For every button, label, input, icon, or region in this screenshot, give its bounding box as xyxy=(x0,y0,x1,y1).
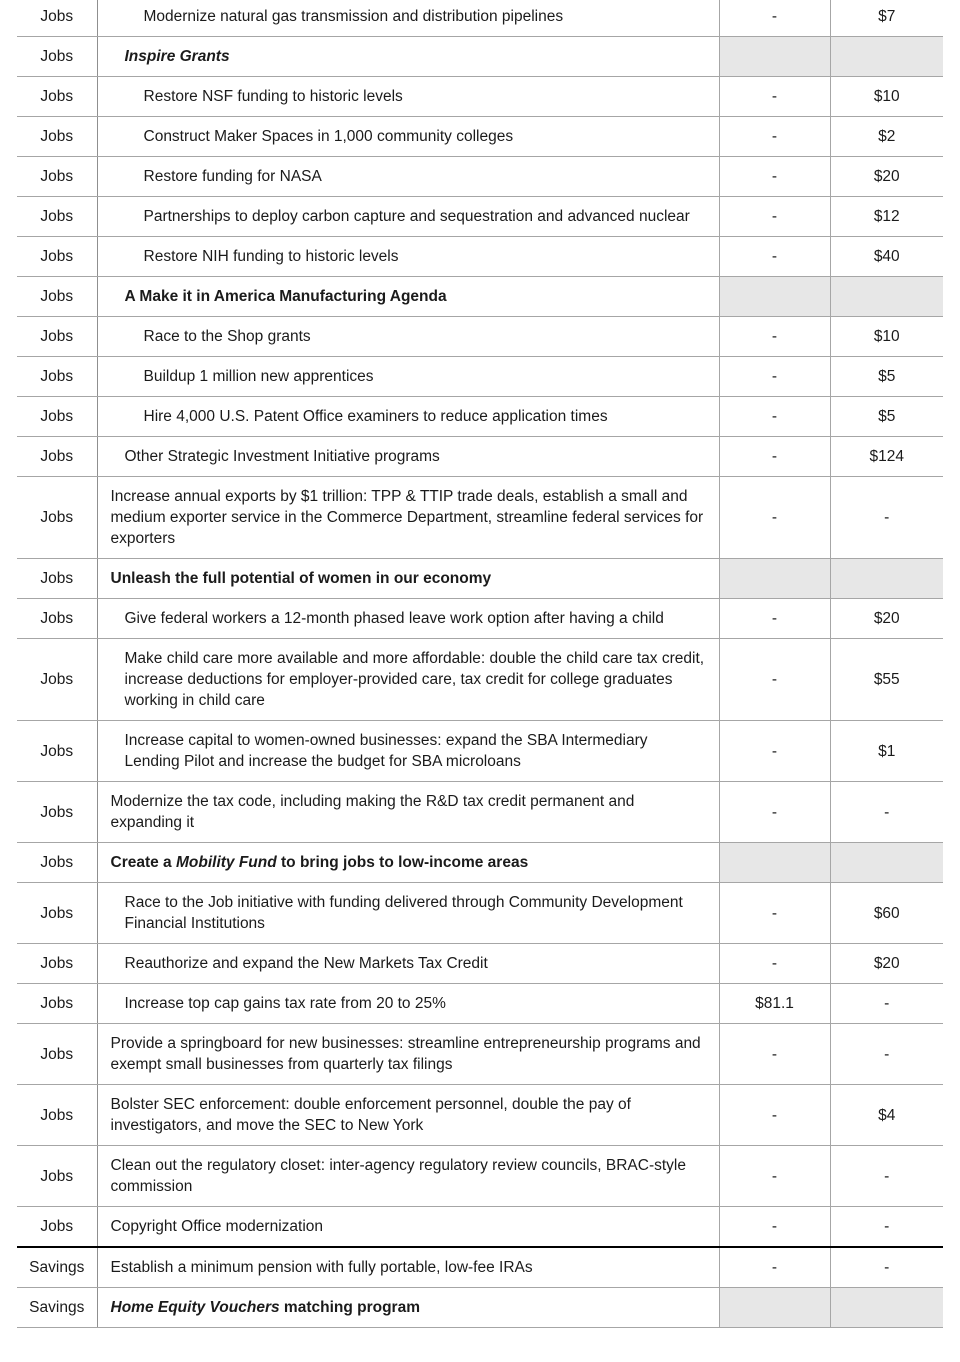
description-cell xyxy=(97,944,719,984)
value-cell-2 xyxy=(830,559,943,599)
category-cell: Jobs xyxy=(17,883,97,944)
description-segment: Restore NIH funding to historic levels xyxy=(143,248,399,265)
description-segment: matching program xyxy=(279,1299,420,1316)
table-row xyxy=(17,599,943,639)
category-cell: Jobs xyxy=(17,984,97,1024)
value-cell-1: - xyxy=(719,237,830,277)
value-cell-2: $60 xyxy=(830,883,943,944)
table-row xyxy=(17,1207,943,1248)
table-row xyxy=(17,782,943,843)
description-segment: Make child care more available and more affordable: double the child care tax credit, increase deductions for employer-provided care, tax credit for college graduates working in child care xyxy=(124,650,705,709)
description-cell xyxy=(97,77,719,117)
value-cell-2 xyxy=(830,277,943,317)
category-cell: Jobs xyxy=(17,277,97,317)
description-segment: Hire 4,000 U.S. Patent Office examiners to reduce application times xyxy=(143,408,608,425)
category-cell: Jobs xyxy=(17,117,97,157)
value-cell-2: - xyxy=(830,984,943,1024)
value-cell-2: $20 xyxy=(830,944,943,984)
table-row xyxy=(17,883,943,944)
value-cell-1: - xyxy=(719,721,830,782)
description-cell xyxy=(97,437,719,477)
value-cell-1: $81.1 xyxy=(719,984,830,1024)
category-cell: Jobs xyxy=(17,1024,97,1085)
table-row xyxy=(17,1024,943,1085)
description-italic-segment: Inspire Grants xyxy=(124,48,230,65)
value-cell-1: - xyxy=(719,437,830,477)
category-cell: Jobs xyxy=(17,437,97,477)
table-row xyxy=(17,639,943,721)
description-cell xyxy=(97,782,719,843)
description-segment: Restore NSF funding to historic levels xyxy=(143,88,403,105)
value-cell-2: - xyxy=(830,782,943,843)
table-row xyxy=(17,984,943,1024)
description-segment: Race to the Job initiative with funding delivered through Community Development Financial Institutions xyxy=(124,894,683,932)
category-cell: Jobs xyxy=(17,157,97,197)
value-cell-2: $20 xyxy=(830,157,943,197)
description-segment: Give federal workers a 12-month phased leave work option after having a child xyxy=(124,610,664,627)
description-cell xyxy=(97,1288,719,1328)
table-row xyxy=(17,197,943,237)
description-segment: Restore funding for NASA xyxy=(143,168,322,185)
description-segment: Establish a minimum pension with fully portable, low-fee IRAs xyxy=(110,1259,533,1276)
value-cell-2: $5 xyxy=(830,397,943,437)
description-cell xyxy=(97,984,719,1024)
description-cell xyxy=(97,639,719,721)
table-row xyxy=(17,1146,943,1207)
description-cell xyxy=(97,1085,719,1146)
table-row xyxy=(17,477,943,559)
description-cell xyxy=(97,237,719,277)
value-cell-1 xyxy=(719,37,830,77)
value-cell-2: $12 xyxy=(830,197,943,237)
value-cell-1: - xyxy=(719,117,830,157)
description-segment: Buildup 1 million new apprentices xyxy=(143,368,374,385)
value-cell-2 xyxy=(830,843,943,883)
value-cell-2: - xyxy=(830,1207,943,1248)
value-cell-2: $2 xyxy=(830,117,943,157)
value-cell-2: - xyxy=(830,1146,943,1207)
category-cell: Jobs xyxy=(17,782,97,843)
category-cell: Savings xyxy=(17,1247,97,1288)
description-cell xyxy=(97,317,719,357)
table-row xyxy=(17,317,943,357)
table-row xyxy=(17,721,943,782)
description-cell xyxy=(97,0,719,37)
section-header-row xyxy=(17,559,943,599)
category-cell: Jobs xyxy=(17,1207,97,1248)
description-segment: Other Strategic Investment Initiative programs xyxy=(124,448,440,465)
category-cell: Jobs xyxy=(17,37,97,77)
category-cell: Jobs xyxy=(17,1085,97,1146)
description-segment: Construct Maker Spaces in 1,000 community colleges xyxy=(143,128,514,145)
description-cell xyxy=(97,157,719,197)
category-cell: Jobs xyxy=(17,843,97,883)
description-cell xyxy=(97,277,719,317)
table-row xyxy=(17,0,943,37)
description-segment: Increase capital to women-owned businesses: expand the SBA Intermediary Lending Pilot and increase the budget for SBA microloans xyxy=(124,732,648,770)
category-cell: Savings xyxy=(17,1288,97,1328)
value-cell-2 xyxy=(830,1288,943,1328)
description-cell xyxy=(97,197,719,237)
category-cell: Jobs xyxy=(17,397,97,437)
description-segment: Reauthorize and expand the New Markets Tax Credit xyxy=(124,955,488,972)
description-cell xyxy=(97,883,719,944)
category-cell: Jobs xyxy=(17,317,97,357)
description-italic-segment: Mobility Fund xyxy=(175,854,277,871)
description-cell xyxy=(97,843,719,883)
value-cell-1: - xyxy=(719,944,830,984)
section-header-row xyxy=(17,37,943,77)
section-header-row xyxy=(17,1288,943,1328)
value-cell-1: - xyxy=(719,599,830,639)
description-segment: Race to the Shop grants xyxy=(143,328,311,345)
description-segment: Increase top cap gains tax rate from 20 to 25% xyxy=(124,995,446,1012)
value-cell-1 xyxy=(719,843,830,883)
description-cell xyxy=(97,1247,719,1288)
category-cell: Jobs xyxy=(17,721,97,782)
budget-table xyxy=(17,0,943,1328)
value-cell-2: $10 xyxy=(830,77,943,117)
description-segment: A Make it in America Manufacturing Agenda xyxy=(124,288,447,305)
value-cell-1: - xyxy=(719,157,830,197)
value-cell-2: $124 xyxy=(830,437,943,477)
description-segment: Create a xyxy=(110,854,176,871)
table-row xyxy=(17,237,943,277)
table-row xyxy=(17,157,943,197)
section-header-row xyxy=(17,843,943,883)
value-cell-1: - xyxy=(719,477,830,559)
value-cell-2: $7 xyxy=(830,0,943,37)
description-segment: Copyright Office modernization xyxy=(110,1218,324,1235)
table-row xyxy=(17,77,943,117)
category-cell: Jobs xyxy=(17,77,97,117)
value-cell-1: - xyxy=(719,782,830,843)
category-cell: Jobs xyxy=(17,477,97,559)
value-cell-2: - xyxy=(830,1247,943,1288)
value-cell-1: - xyxy=(719,0,830,37)
description-cell xyxy=(97,357,719,397)
description-segment: Modernize natural gas transmission and distribution pipelines xyxy=(143,8,564,25)
category-cell: Jobs xyxy=(17,559,97,599)
value-cell-2: $55 xyxy=(830,639,943,721)
value-cell-1 xyxy=(719,559,830,599)
description-cell xyxy=(97,477,719,559)
table-row xyxy=(17,1247,943,1288)
value-cell-2: $40 xyxy=(830,237,943,277)
value-cell-1: - xyxy=(719,197,830,237)
value-cell-2: $5 xyxy=(830,357,943,397)
description-segment: Unleash the full potential of women in our economy xyxy=(110,570,492,587)
description-cell xyxy=(97,37,719,77)
value-cell-2: - xyxy=(830,1024,943,1085)
value-cell-2: $10 xyxy=(830,317,943,357)
value-cell-2: - xyxy=(830,477,943,559)
description-segment: Partnerships to deploy carbon capture and sequestration and advanced nuclear xyxy=(143,208,690,225)
description-italic-segment: Home Equity Vouchers xyxy=(110,1299,280,1316)
value-cell-2: $20 xyxy=(830,599,943,639)
value-cell-1: - xyxy=(719,397,830,437)
table-row xyxy=(17,944,943,984)
table-row xyxy=(17,357,943,397)
category-cell: Jobs xyxy=(17,944,97,984)
description-cell xyxy=(97,1024,719,1085)
value-cell-1 xyxy=(719,1288,830,1328)
table-row xyxy=(17,437,943,477)
category-cell: Jobs xyxy=(17,599,97,639)
value-cell-1: - xyxy=(719,77,830,117)
value-cell-1: - xyxy=(719,317,830,357)
value-cell-2 xyxy=(830,37,943,77)
category-cell: Jobs xyxy=(17,639,97,721)
table-body xyxy=(17,0,943,1328)
description-segment: Provide a springboard for new businesses: streamline entrepreneurship programs and exempt small businesses from quarterly tax filings xyxy=(110,1035,701,1073)
value-cell-1: - xyxy=(719,1146,830,1207)
description-segment: to bring jobs to low-income areas xyxy=(276,854,529,871)
description-cell xyxy=(97,397,719,437)
value-cell-1: - xyxy=(719,883,830,944)
category-cell: Jobs xyxy=(17,237,97,277)
table-row xyxy=(17,117,943,157)
value-cell-1: - xyxy=(719,1247,830,1288)
category-cell: Jobs xyxy=(17,197,97,237)
section-header-row xyxy=(17,277,943,317)
category-cell: Jobs xyxy=(17,357,97,397)
description-cell xyxy=(97,1146,719,1207)
value-cell-2: $4 xyxy=(830,1085,943,1146)
description-cell xyxy=(97,117,719,157)
value-cell-2: $1 xyxy=(830,721,943,782)
category-cell: Jobs xyxy=(17,1146,97,1207)
description-cell xyxy=(97,599,719,639)
value-cell-1: - xyxy=(719,639,830,721)
description-segment: Increase annual exports by $1 trillion: TPP & TTIP trade deals, establish a small and medium exporter service in the Commerce Department, streamline federal services for exporters xyxy=(110,488,704,547)
value-cell-1: - xyxy=(719,1024,830,1085)
description-cell xyxy=(97,1207,719,1248)
description-segment: Modernize the tax code, including making the R&D tax credit permanent and expanding it xyxy=(110,793,635,831)
value-cell-1: - xyxy=(719,1207,830,1248)
table-row xyxy=(17,397,943,437)
description-segment: Clean out the regulatory closet: inter-agency regulatory review councils, BRAC-style commission xyxy=(110,1157,686,1195)
value-cell-1: - xyxy=(719,357,830,397)
description-cell xyxy=(97,721,719,782)
table-row xyxy=(17,1085,943,1146)
description-cell xyxy=(97,559,719,599)
value-cell-1 xyxy=(719,277,830,317)
description-segment: Bolster SEC enforcement: double enforcement personnel, double the pay of investigators, and move the SEC to New York xyxy=(110,1096,631,1134)
value-cell-1: - xyxy=(719,1085,830,1146)
category-cell: Jobs xyxy=(17,0,97,37)
